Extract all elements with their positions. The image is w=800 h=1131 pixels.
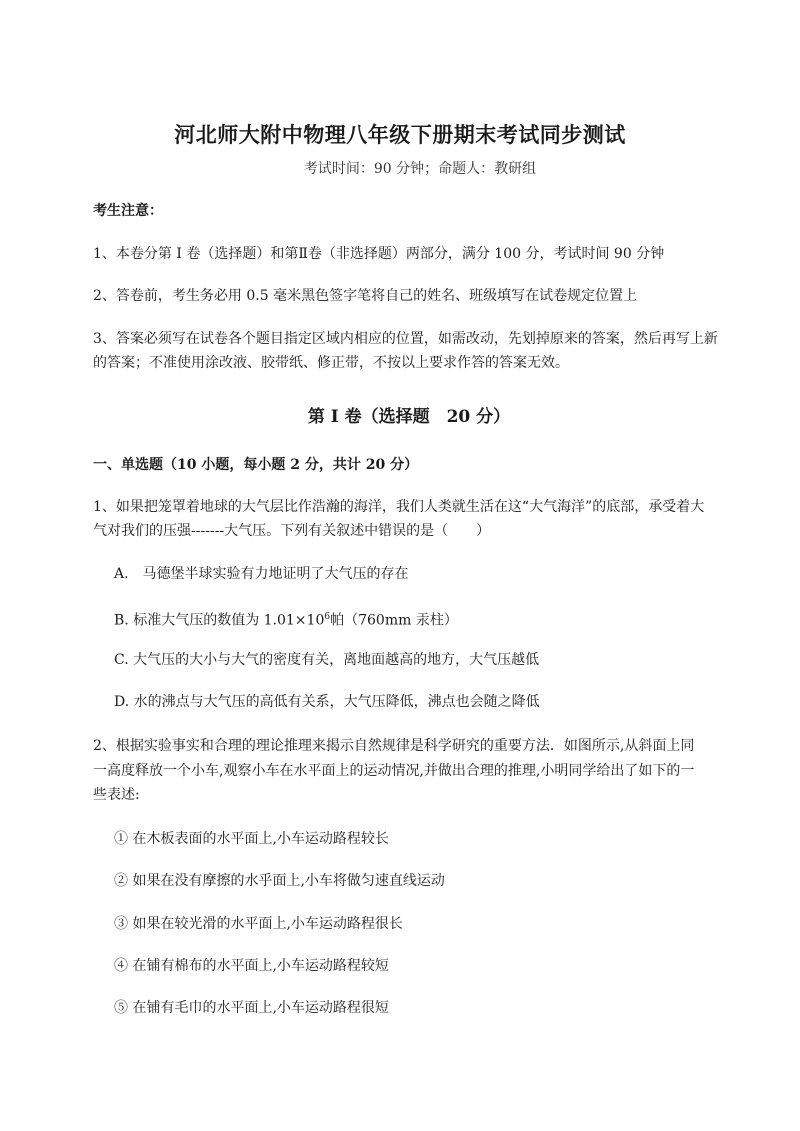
q1-option-b-unit: 帕（760mm 汞柱） <box>330 612 458 629</box>
q2-statement-5: ⑤ 在铺有毛巾的水平面上,小车运动路程很短 <box>114 1000 389 1016</box>
part-heading: 一、单选题（10 小题，每小题 2 分，共计 20 分） <box>93 457 419 473</box>
exam-title: 河北师大附中物理八年级下册期末考试同步测试 <box>174 122 626 147</box>
q1-stem-line-2: 气对我们的压强-------大气压。下列有关叙述中错误的是（ ） <box>93 523 491 539</box>
exam-subtitle: 考试时间：90 分钟；命题人：教研组 <box>303 161 537 177</box>
notice-item-1: 1、本卷分第 I 卷（选择题）和第Ⅱ卷（非选择题）两部分，满分 100 分，考试时间 90 分钟 <box>93 246 665 262</box>
q2-statement-4: ④ 在铺有棉布的水平面上,小车运动路程较短 <box>114 958 389 974</box>
notice-item-3-cont: 的答案；不准使用涂改液、胶带纸、修正带，不按以上要求作答的答案无效。 <box>93 355 569 371</box>
q1-option-b-exponent: 6 <box>324 612 331 622</box>
notice-heading: 考生注意： <box>93 203 163 219</box>
q2-statement-2: ② 如果在没有摩擦的水乎面上,小车将做匀速直线运动 <box>114 873 445 889</box>
section-title: 第 I 卷（选择题 20 分） <box>307 407 511 427</box>
q2-statement-3: ③ 如果在较光滑的水平面上,小车运动路程很长 <box>114 916 403 932</box>
notice-item-3: 3、答案必须写在试卷各个题目指定区域内相应的位置，如需改动，先划掉原来的答案，然后再写上新 <box>93 331 718 347</box>
q2-stem-line-1: 2、根据实验事实和合理的理论推理来揭示自然规律是科学研究的重要方法．如图所示,从斜面上同 <box>93 738 695 754</box>
q2-statement-1: ① 在木板表面的水平面上,小车运动路程较长 <box>114 831 389 847</box>
q1-option-d: D. 水的沸点与大气压的高低有关系，大气压降低，沸点也会随之降低 <box>114 694 540 710</box>
q1-option-b <box>114 605 458 633</box>
q1-option-b-text: B. 标准大气压的数值为 1.01×10 <box>114 612 325 629</box>
q2-stem-line-3: 些表述: <box>93 787 140 803</box>
q2-stem-line-2: 一高度释放一个小车,观察小车在水平面上的运动情况,并做出合理的推理,小明同学给出了如下的一 <box>93 763 695 779</box>
q1-option-a: A. 马德堡半球实验有力地证明了大气压的存在 <box>114 566 409 582</box>
notice-item-2: 2、答卷前，考生务必用 0.5 毫米黑色签字笔将自己的姓名、班级填写在试卷规定位置上 <box>93 288 638 304</box>
q1-option-c: C. 大气压的大小与大气的密度有关，离地面越高的地方，大气压越低 <box>114 652 540 668</box>
q1-stem-line-1: 1、如果把笼罩着地球的大气层比作浩瀚的海洋，我们人类就生活在这“大气海洋”的底部，承受着大 <box>93 499 705 515</box>
